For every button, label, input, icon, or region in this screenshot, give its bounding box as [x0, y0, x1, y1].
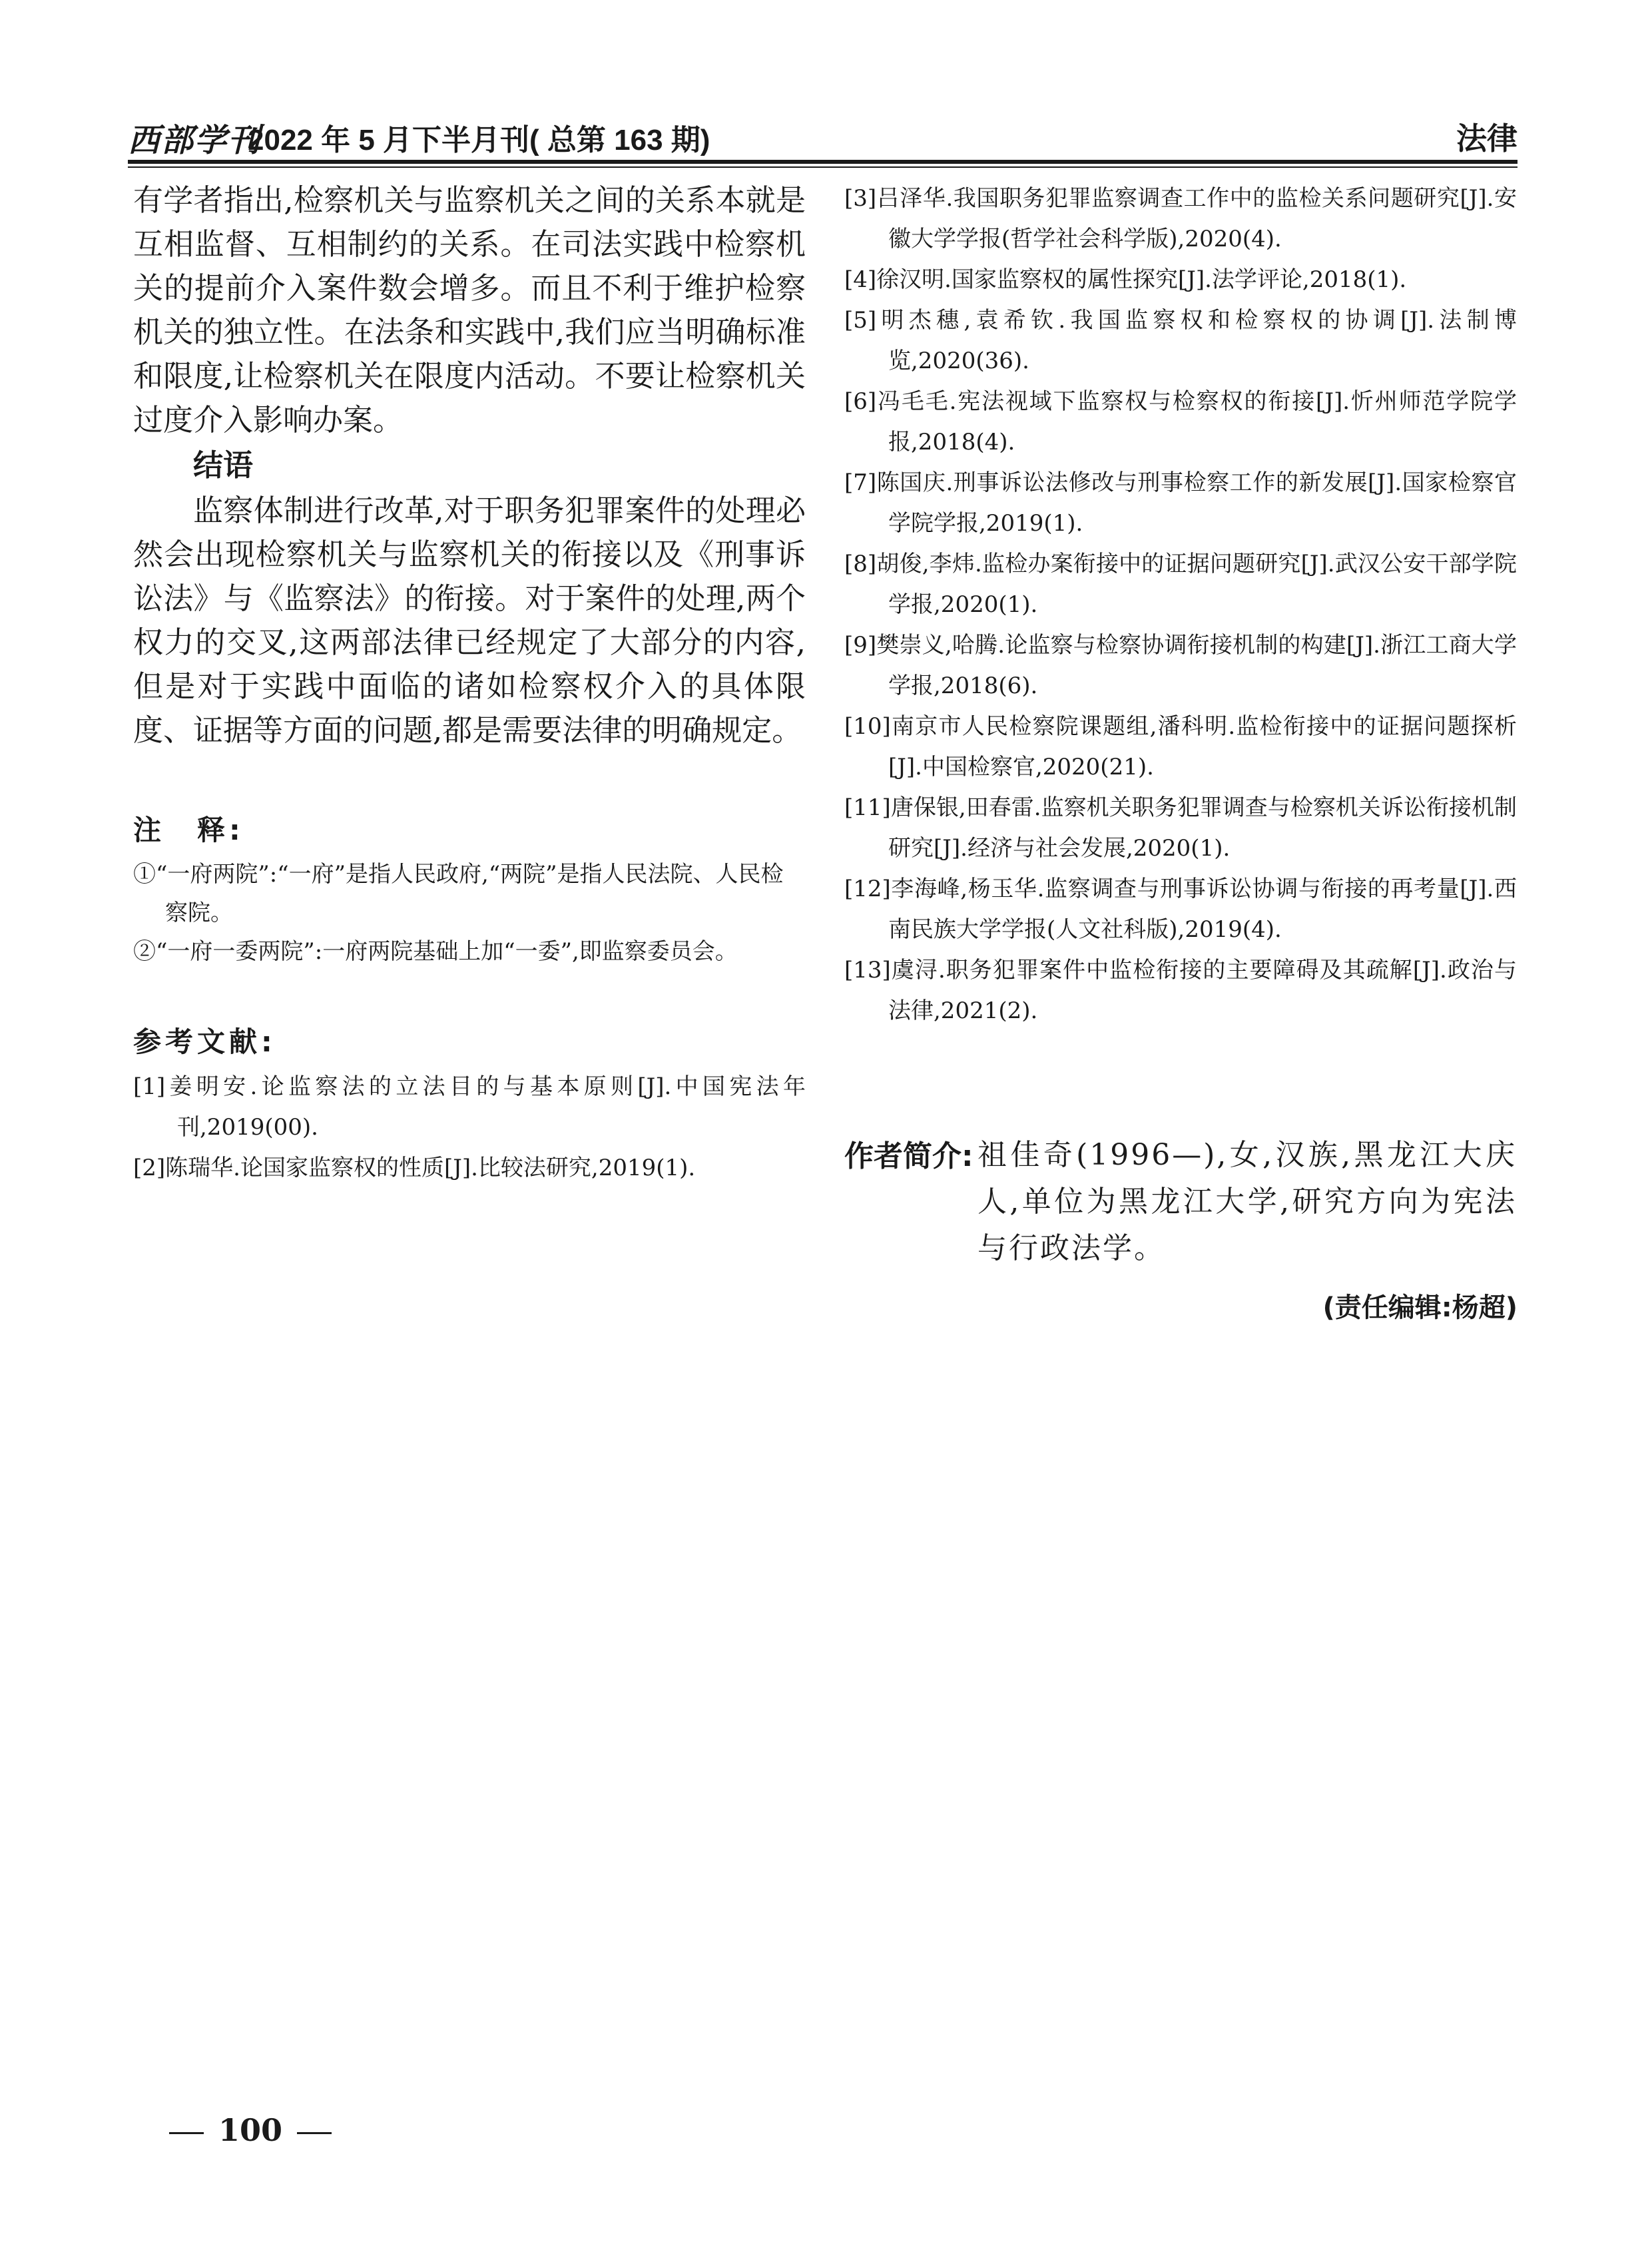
- reference-item: [8]胡俊,李炜.监检办案衔接中的证据问题研究[J].武汉公安干部学院学报,2020(1).: [844, 551, 1517, 618]
- author-text: 祖佳奇(1996—),女,汉族,黑龙江大庆人,单位为黑龙江大学,研究方向为宪法与行政法学。: [977, 1138, 1517, 1265]
- reference-item: [4]徐汉明.国家监察权的属性探究[J].法学评论,2018(1).: [844, 266, 1407, 293]
- notes-title: 注 释:: [133, 814, 244, 846]
- reference-item: [13]虞浔.职务犯罪案件中监检衔接的主要障碍及其疏解[J].政治与法律,2021(2).: [844, 957, 1517, 1024]
- author-label: 作者简介:: [844, 1139, 973, 1173]
- journal-logo: 西部学刊: [128, 122, 262, 159]
- issue-info: 2022 年 5 月下半月刊( 总第 163 期): [248, 124, 710, 156]
- responsible-editor: (责任编辑:杨超): [1322, 1292, 1517, 1323]
- reference-item: [12]李海峰,杨玉华.监察调查与刑事诉讼协调与衔接的再考量[J].西南民族大学学报(人文社科版),2019(4).: [844, 876, 1517, 943]
- header-rule-thin: [128, 166, 1517, 168]
- reference-item: [9]樊崇义,哈腾.论监察与检察协调衔接机制的构建[J].浙江工商大学学报,2018(6).: [844, 632, 1517, 699]
- note-item: ①“一府两院”:“一府”是指人民政府,“两院”是指人民法院、人民检察院。: [133, 861, 784, 926]
- reference-item: [5]明杰穗,袁希钦.我国监察权和检察权的协调[J].法制博览,2020(36).: [844, 307, 1517, 374]
- reference-item: [2]陈瑞华.论国家监察权的性质[J].比较法研究,2019(1).: [133, 1155, 696, 1181]
- reference-item: [10]南京市人民检察院课题组,潘科明.监检衔接中的证据问题探析[J].中国检察官,2020(21).: [844, 713, 1517, 780]
- reference-item: [6]冯毛毛.宪法视域下监察权与检察权的衔接[J].忻州师范学院学报,2018(4).: [844, 388, 1517, 455]
- left-column: [133, 178, 806, 1189]
- reference-item: [3]吕泽华.我国职务犯罪监察调查工作中的监检关系问题研究[J].安徽大学学报(哲学社会科学版),2020(4).: [844, 185, 1517, 252]
- section-label: 法律: [1456, 121, 1517, 156]
- header-rule: [128, 160, 1517, 164]
- page-number-text: 100: [218, 2112, 283, 2148]
- reference-item: [11]唐保银,田春雷.监察机关职务犯罪调查与检察机关诉讼衔接机制研究[J].经济与社会发展,2020(1).: [844, 794, 1517, 862]
- body-paragraph: 监察体制进行改革,对于职务犯罪案件的处理必然会出现检察机关与监察机关的衔接以及《刑事诉讼法》与《监察法》的衔接。对于案件的处理,两个权力的交叉,这两部法律已经规定了大部分的内容,但是对于实践中面临的诸如检察权介入的具体限度、证据等方面的问题,都是需要法律的明确规定。: [133, 493, 806, 748]
- conclusion-heading: 结语: [193, 447, 254, 483]
- dash-left: [169, 2132, 204, 2134]
- references-title: 参考文献:: [133, 1025, 276, 1058]
- reference-item: [7]陈国庆.刑事诉讼法修改与刑事检察工作的新发展[J].国家检察官学院学报,2019(1).: [844, 469, 1517, 537]
- note-item: ②“一府一委两院”:一府两院基础上加“一委”,即监察委员会。: [133, 938, 738, 965]
- dash-right: [297, 2132, 332, 2134]
- right-column: [844, 178, 1517, 1031]
- running-header: [128, 112, 1517, 159]
- page-number: [154, 2112, 346, 2148]
- body-paragraph: 有学者指出,检察机关与监察机关之间的关系本就是互相监督、互相制约的关系。在司法实践中检察机关的提前介入案件数会增多。而且不利于维护检察机关的独立性。在法条和实践中,我们应当明确标准和限度,让检察机关在限度内活动。不要让检察机关过度介入影响办案。: [133, 182, 806, 437]
- reference-item: [1]姜明安.论监察法的立法目的与基本原则[J].中国宪法年刊,2019(00).: [133, 1073, 806, 1141]
